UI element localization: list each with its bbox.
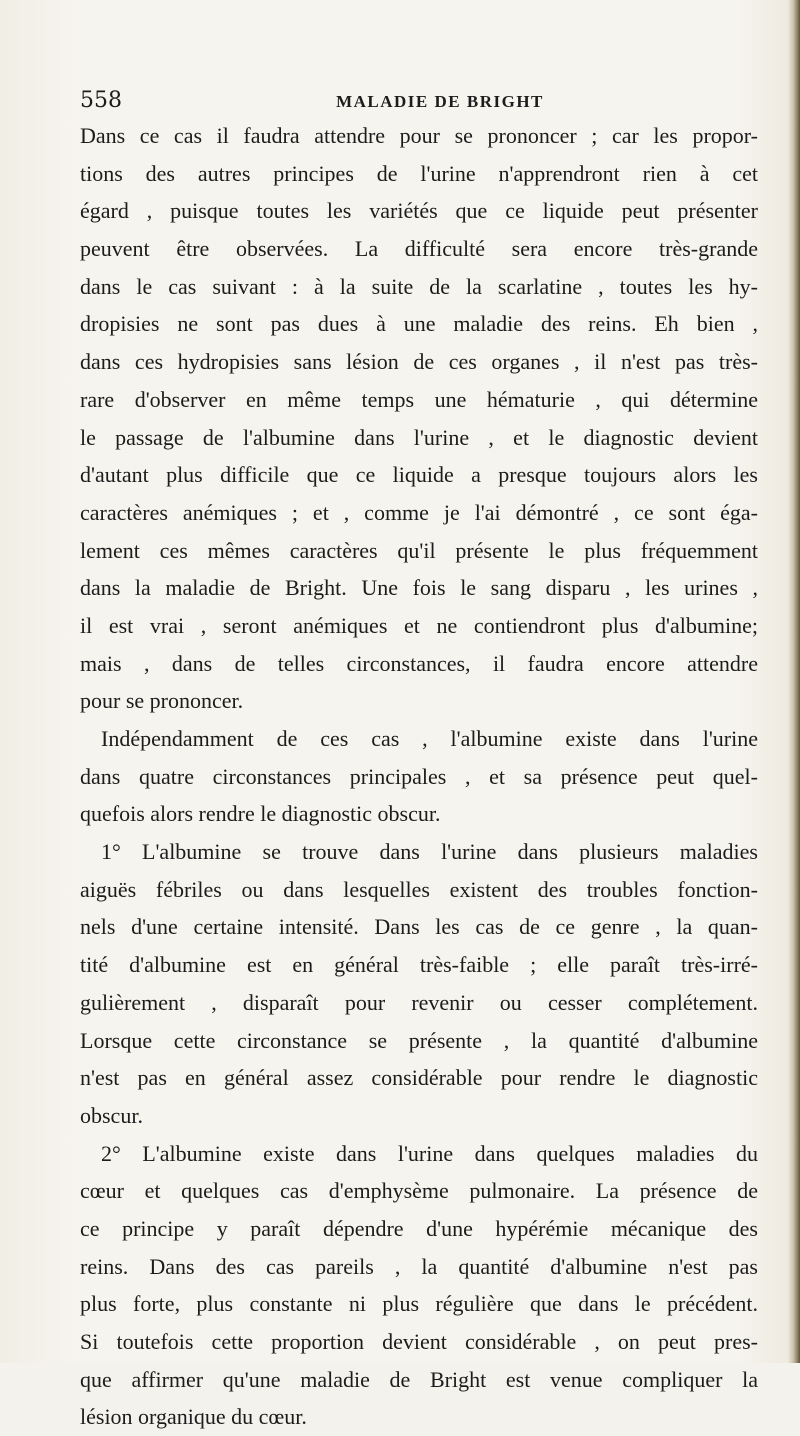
- text-line: n'est pas en général assez considérable pour rendre le diagnostic: [80, 1065, 758, 1091]
- text-line: ce principe y paraît dépendre d'une hypérémie mécanique des: [80, 1215, 758, 1241]
- page-header: [80, 84, 750, 118]
- text-line: peuvent être observées. La difficulté sera encore très-grande: [80, 236, 758, 262]
- text-line: cœur et quelques cas d'emphysème pulmonaire. La présence de: [80, 1178, 758, 1204]
- text-line: rare d'observer en même temps une hématurie , qui détermine: [80, 386, 758, 412]
- text-line: tions des autres principes de l'urine n'apprendront rien à cet: [80, 160, 758, 186]
- text-line: pour se prononcer.: [80, 688, 244, 714]
- text-line: plus forte, plus constante ni plus régulière que dans le précédent.: [80, 1291, 758, 1317]
- text-line: Dans ce cas il faudra attendre pour se prononcer ; car les propor-: [80, 123, 758, 148]
- text-line: reins. Dans des cas pareils , la quantité d'albumine n'est pas: [80, 1253, 758, 1279]
- text-line: lésion organique du cœur.: [80, 1404, 307, 1430]
- text-line: mais , dans de telles circonstances, il faudra encore attendre: [80, 650, 758, 676]
- text-line: égard , puisque toutes les variétés que ce liquide peut présenter: [80, 198, 758, 224]
- text-line: dans quatre circonstances principales , et sa présence peut quel-: [80, 763, 758, 789]
- text-line: dropisies ne sont pas dues à une maladie des reins. Eh bien ,: [80, 311, 758, 337]
- running-title: MALADIE DE BRIGHT: [336, 92, 544, 111]
- text-line: nels d'une certaine intensité. Dans les cas de ce genre , la quan-: [80, 914, 758, 940]
- text-line: 1° L'albumine se trouve dans l'urine dans plusieurs maladies: [101, 839, 758, 865]
- text-line: quefois alors rendre le diagnostic obscur.: [80, 801, 441, 827]
- text-line: obscur.: [80, 1102, 143, 1128]
- body-text: [80, 117, 758, 1436]
- text-line: aiguës fébriles ou dans lesquelles existent des troubles fonction-: [80, 876, 758, 902]
- text-line: gulièrement , disparaît pour revenir ou cesser complétement.: [80, 989, 758, 1015]
- text-line: Lorsque cette circonstance se présente , la quantité d'albumine: [80, 1027, 758, 1053]
- text-line: le passage de l'albumine dans l'urine , et le diagnostic devient: [80, 424, 758, 450]
- text-line: Indépendamment de ces cas , l'albumine existe dans l'urine: [101, 726, 758, 751]
- text-line: 2° L'albumine existe dans l'urine dans quelques maladies du: [101, 1140, 758, 1166]
- text-line: lement ces mêmes caractères qu'il présente le plus fréquemment: [80, 537, 758, 563]
- text-line: Si toutefois cette proportion devient considérable , on peut pres-: [80, 1329, 758, 1354]
- text-line: dans ces hydropisies sans lésion de ces organes , il n'est pas très-: [80, 349, 758, 375]
- text-line: dans le cas suivant : à la suite de la scarlatine , toutes les hy-: [80, 273, 758, 299]
- text-line: il est vrai , seront anémiques et ne contiendront plus d'albumine;: [80, 612, 758, 638]
- page-number: 558: [80, 88, 122, 113]
- text-line: caractères anémiques ; et , comme je l'ai démontré , ce sont éga-: [80, 499, 758, 525]
- text-line: d'autant plus difficile que ce liquide a presque toujours alors les: [80, 462, 758, 488]
- page-edge-shadow: [788, 0, 800, 1363]
- text-line: que affirmer qu'une maladie de Bright est venue compliquer la: [80, 1366, 758, 1392]
- text-line: dans la maladie de Bright. Une fois le sang disparu , les urines ,: [80, 575, 758, 601]
- text-line: tité d'albumine est en général très-faible ; elle paraît très-irré-: [80, 952, 758, 978]
